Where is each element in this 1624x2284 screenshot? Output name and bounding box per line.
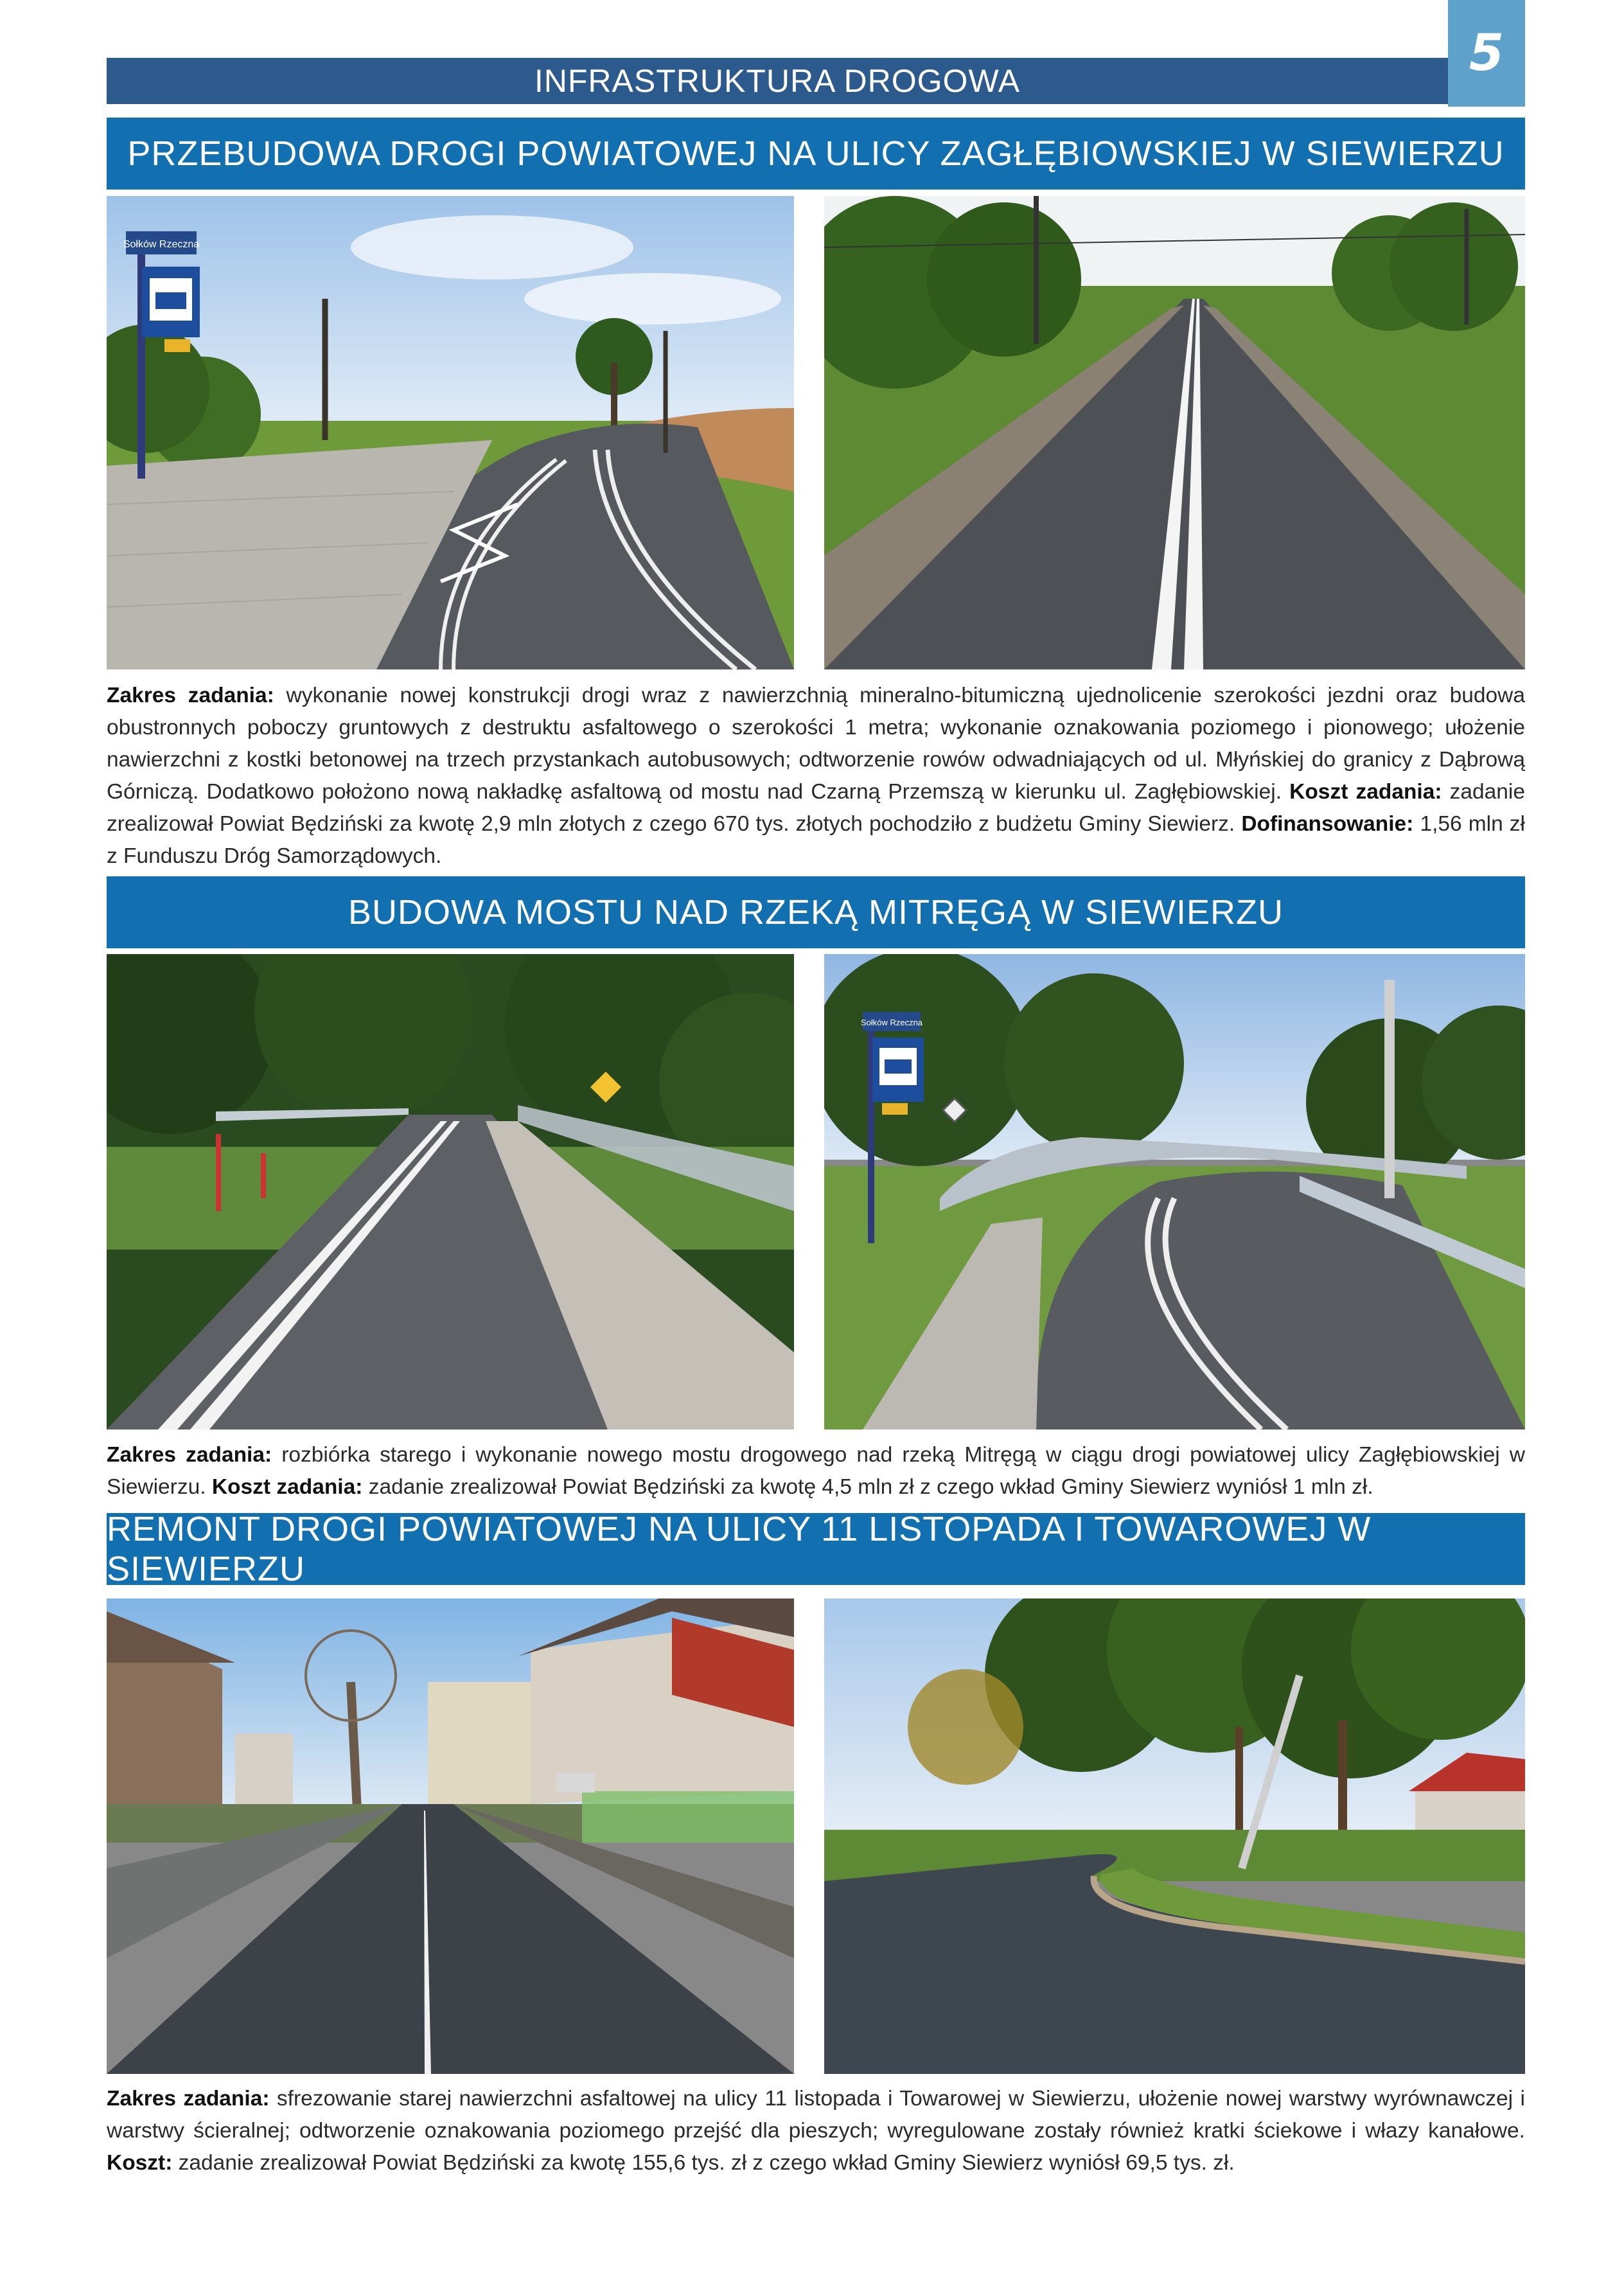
scope-label-2: Zakres zadania: [107, 1443, 272, 1467]
cost-text: zadanie zrealizował Powiat Będziński za kwotę 2,9 mln złotych z czego 670 tys. złotych pochodziło z budżetu Gminy Siewierz. [107, 780, 1525, 836]
photo-road-curve-pines [824, 1598, 1525, 2074]
cost-label-3: Koszt: [107, 2151, 173, 2175]
cost-label-2: Koszt zadania: [211, 1475, 363, 1499]
section-1-heading: PRZEBUDOWA DROGI POWIATOWEJ NA ULICY ZAGŁĘBIOWSKIEJ W SIEWIERZU [107, 118, 1525, 190]
cost-label: Koszt zadania: [1289, 780, 1442, 804]
photo-bridge-road-forest [107, 954, 794, 1430]
scope-label-3: Zakres zadania: [107, 2087, 270, 2111]
cost-text-3: zadanie zrealizował Powiat Będziński za kwotę 155,6 tys. zł z czego wkład Gminy Siewierz wyniósł 69,5 tys. zł. [172, 2151, 1235, 2175]
section-1-description [107, 680, 1525, 872]
scope-text-2: rozbiórka starego i wykonanie nowego mostu drogowego nad rzeką Mitręgą w ciągu drogi powiatowej ulicy Zagłębiowskiej w Siewierzu. [107, 1443, 1525, 1499]
scope-text-3: sfrezowanie starej nawierzchni asfaltowej na ulicy 11 listopada i Towarowej w Siewierzu, ułożenie nowej warstwy wyrównawczej i warstwy ścieralnej; odtworzenie oznakowania poziomego przejść dla pieszych; wyregulowane zostały również kratki ściekowe i włazy kanałowe. [107, 2087, 1525, 2143]
scope-text: wykonanie nowej konstrukcji drogi wraz z nawierzchnią mineralno-bitumiczną ujednolicenie szerokości jezdni oraz budowa obustronnych poboczy gruntowych z destruktu asfaltowego o szerokości 1 metra; wykonanie oznakowania poziomego i pionowego; ułożenie nawierzchni z kostki betonowej na trzech przystankach autobusowych; odtworzenie rowów odwadniających od ul. Młyńskiej do granicy z Dąbrową Górniczą. Dodatkowo położono nową nakładkę asfaltową od mostu nad Czarną Przemszą w kierunku ul. Zagłębiowskiej. [107, 684, 1525, 804]
scope-label: Zakres zadania: [107, 684, 274, 707]
photo-town-street-houses [107, 1598, 794, 2074]
section-title-bar: INFRASTRUKTURA DROGOWA [107, 58, 1448, 104]
photo-bridge-curve-busstop [824, 954, 1525, 1430]
funding-label: Dofinansowanie: [1241, 812, 1414, 836]
section-3-description [107, 2083, 1525, 2179]
section-2-description [107, 1439, 1525, 1503]
page-number-tab: 5 [1448, 0, 1525, 107]
section-2-heading: BUDOWA MOSTU NAD RZEKĄ MITRĘGĄ W SIEWIERZU [107, 876, 1525, 948]
bus-stop-name: Sołków Rzeczna [123, 239, 200, 250]
section-3-heading: REMONT DROGI POWIATOWEJ NA ULICY 11 LISTOPADA I TOWAROWEJ W SIEWIERZU [107, 1513, 1525, 1585]
funding-text: 1,56 mln zł z Funduszu Dróg Samorządowych. [107, 812, 1526, 868]
photo-road-curve-sidewalk [107, 196, 794, 669]
bus-stop-name-2: Sołków Rzeczna [860, 1018, 923, 1027]
photo-straight-road-rural [824, 196, 1525, 669]
cost-text-2: zadanie zrealizował Powiat Będziński za kwotę 4,5 mln zł z czego wkład Gminy Siewierz wyniósł 1 mln zł. [362, 1475, 1373, 1499]
